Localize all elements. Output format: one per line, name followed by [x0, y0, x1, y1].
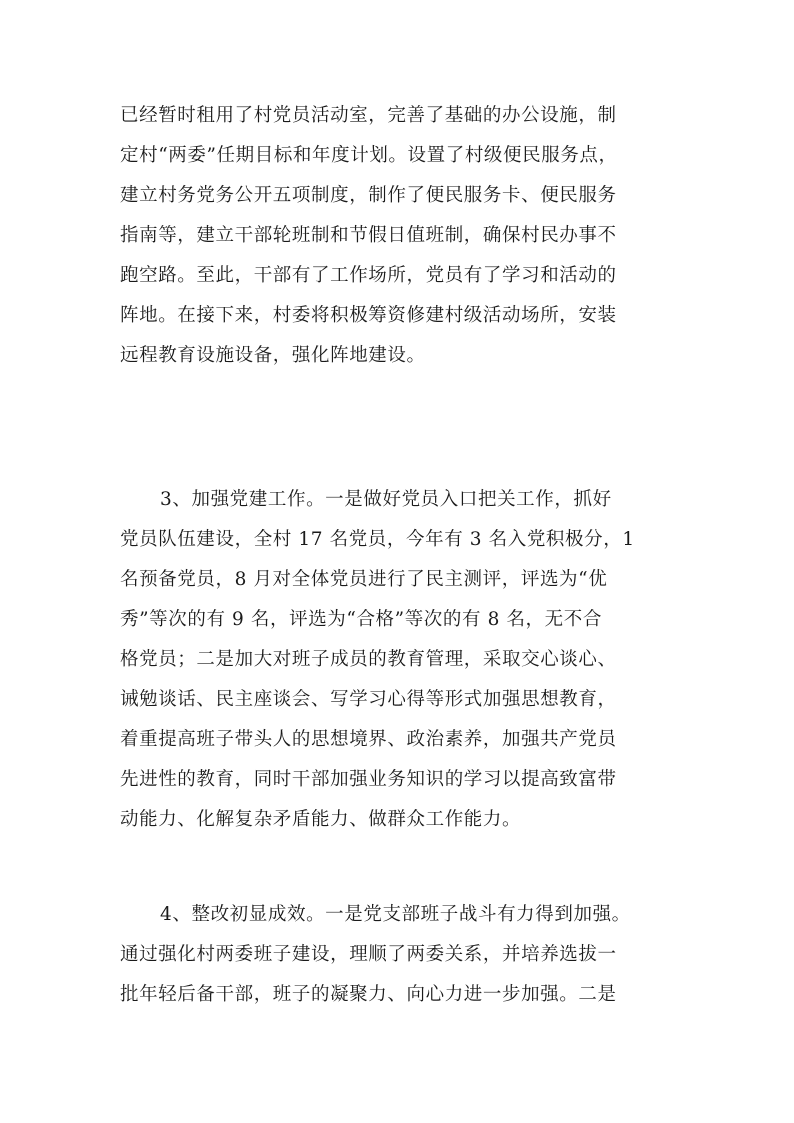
- text-line: 动能力、化解复杂矛盾能力、做群众工作能力。: [120, 809, 522, 830]
- text-line: 党员队伍建设，全村 17 名党员，今年有 3 名入党积极分，1: [120, 529, 635, 550]
- text-line: [120, 840, 680, 880]
- text-line: 通过强化村两委班子建设，理顺了两委关系，并培养选拔一: [120, 944, 617, 965]
- text-line: 3、加强党建工作。一是做好党员入口把关工作，抓好: [160, 489, 612, 510]
- paragraph-office-facilities: [120, 96, 680, 376]
- text-line: 诫勉谈话、民主座谈会、写学习心得等形式加强思想教育，: [120, 689, 617, 710]
- text-line: 先进性的教育，同时干部加强业务知识的学习以提高致富带: [120, 769, 617, 790]
- text-line: 格党员；二是加大对班子成员的教育管理，采取交心谈心、: [120, 649, 617, 670]
- paragraph-party-building: [120, 480, 680, 880]
- text-line: 指南等，建立干部轮班制和节假日值班制，确保村民办事不: [120, 225, 617, 246]
- text-line: 着重提高班子带头人的思想境界、政治素养，加强共产党员: [120, 729, 617, 750]
- text-line: 定村“两委”任期目标和年度计划。设置了村级便民服务点，: [120, 145, 618, 166]
- text-line: 建立村务党务公开五项制度，制作了便民服务卡、便民服务: [120, 185, 617, 206]
- text-line: 批年轻后备干部，班子的凝聚力、向心力进一步加强。二是: [120, 984, 617, 1005]
- text-line: 4、整改初显成效。一是党支部班子战斗有力得到加强。: [160, 904, 631, 925]
- text-line: 名预备党员，8 月对全体党员进行了民主测评，评选为“优: [120, 569, 608, 590]
- text-line: 远程教育设施设备，强化阵地建设。: [120, 345, 426, 366]
- text-line: 跑空路。至此，干部有了工作场所，党员有了学习和活动的: [120, 265, 617, 286]
- text-line: 秀”等次的有 9 名，评选为“合格”等次的有 8 名，无不合: [120, 609, 602, 630]
- text-line: 已经暂时租用了村党员活动室，完善了基础的办公设施，制: [120, 105, 617, 126]
- paragraph-rectification-results: [120, 895, 680, 1015]
- text-line: 阵地。在接下来，村委将积极筹资修建村级活动场所，安装: [120, 305, 617, 326]
